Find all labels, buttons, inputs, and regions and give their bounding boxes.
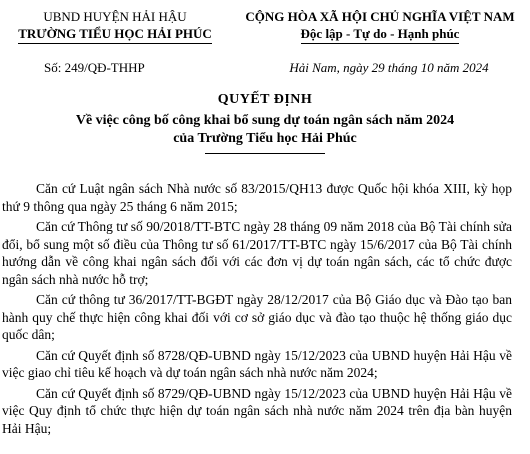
legal-basis-paragraph: Căn cứ Quyết định số 8728/QĐ-UBND ngày 15/12/2023 của UBND huyện Hải Hậu về việc giao chỉ tiêu kế hoạch và dự toán ngân sách nhà nước năm 2024; [2, 347, 512, 380]
motto: Độc lập - Tự do - Hạnh phúc [301, 25, 460, 44]
legal-basis-paragraph: Căn cứ Quyết định số 8729/QĐ-UBND ngày 15/12/2023 của UBND huyện Hải Hậu về việc Quy định tổ chức thực hiện dự toán ngân sách nhà nước năm 2024 trên địa bàn huyện Hải Hậu; [2, 385, 512, 436]
issuer-block [0, 8, 230, 44]
subtitle-divider [205, 153, 325, 154]
nation-name: CỘNG HÒA XÃ HỘI CHỦ NGHĨA VIỆT NAM [245, 9, 515, 24]
document-body [2, 180, 512, 440]
legal-basis-paragraph: Căn cứ thông tư 36/2017/TT-BGĐT ngày 28/12/2017 của Bộ Giáo dục và Đào tạo ban hành quy chế thực hiện công khai đối với cơ sở giáo dục và đào tạo thuộc hệ thống giáo dục quốc dân; [2, 292, 512, 342]
subtitle-line-2: của Trường Tiểu học Hải Phúc [173, 131, 357, 146]
school-name: TRƯỜNG TIỂU HỌC HẢI PHÚC [18, 26, 212, 41]
school-name-underlined [18, 25, 212, 44]
subtitle-line-1: Về việc công bố công khai bổ sung dự toán ngân sách năm 2024 [75, 113, 455, 128]
document-number: Số: 249/QĐ-THHP [44, 60, 145, 75]
place-date: Hải Nam, ngày 29 tháng 10 năm 2024 [289, 60, 489, 75]
agency-name: UBND HUYỆN HẢI HẬU [43, 9, 187, 24]
national-motto-block [230, 8, 530, 44]
document-subtitle [40, 112, 490, 148]
document-title: QUYẾT ĐỊNH [217, 92, 313, 107]
legal-basis-paragraph: Căn cứ Thông tư số 90/2018/TT-BTC ngày 28 tháng 09 năm 2018 của Bộ Tài chính sửa đổi, bổ sung một số điều của Thông tư số 61/2017/TT-BTC ngày 15/6/2017 của Bộ Tài chính hướng dẫn về công khai ngân sách đối với các đơn vị dự toán ngân sách, các tổ chức được ngân sách nhà nước hỗ trợ; [2, 219, 512, 287]
legal-basis-paragraph: Căn cứ Luật ngân sách Nhà nước số 83/2015/QH13 được Quốc hội khóa XIII, kỳ họp thứ 9 thông qua ngày 25 tháng 6 năm 2015; [2, 181, 512, 214]
